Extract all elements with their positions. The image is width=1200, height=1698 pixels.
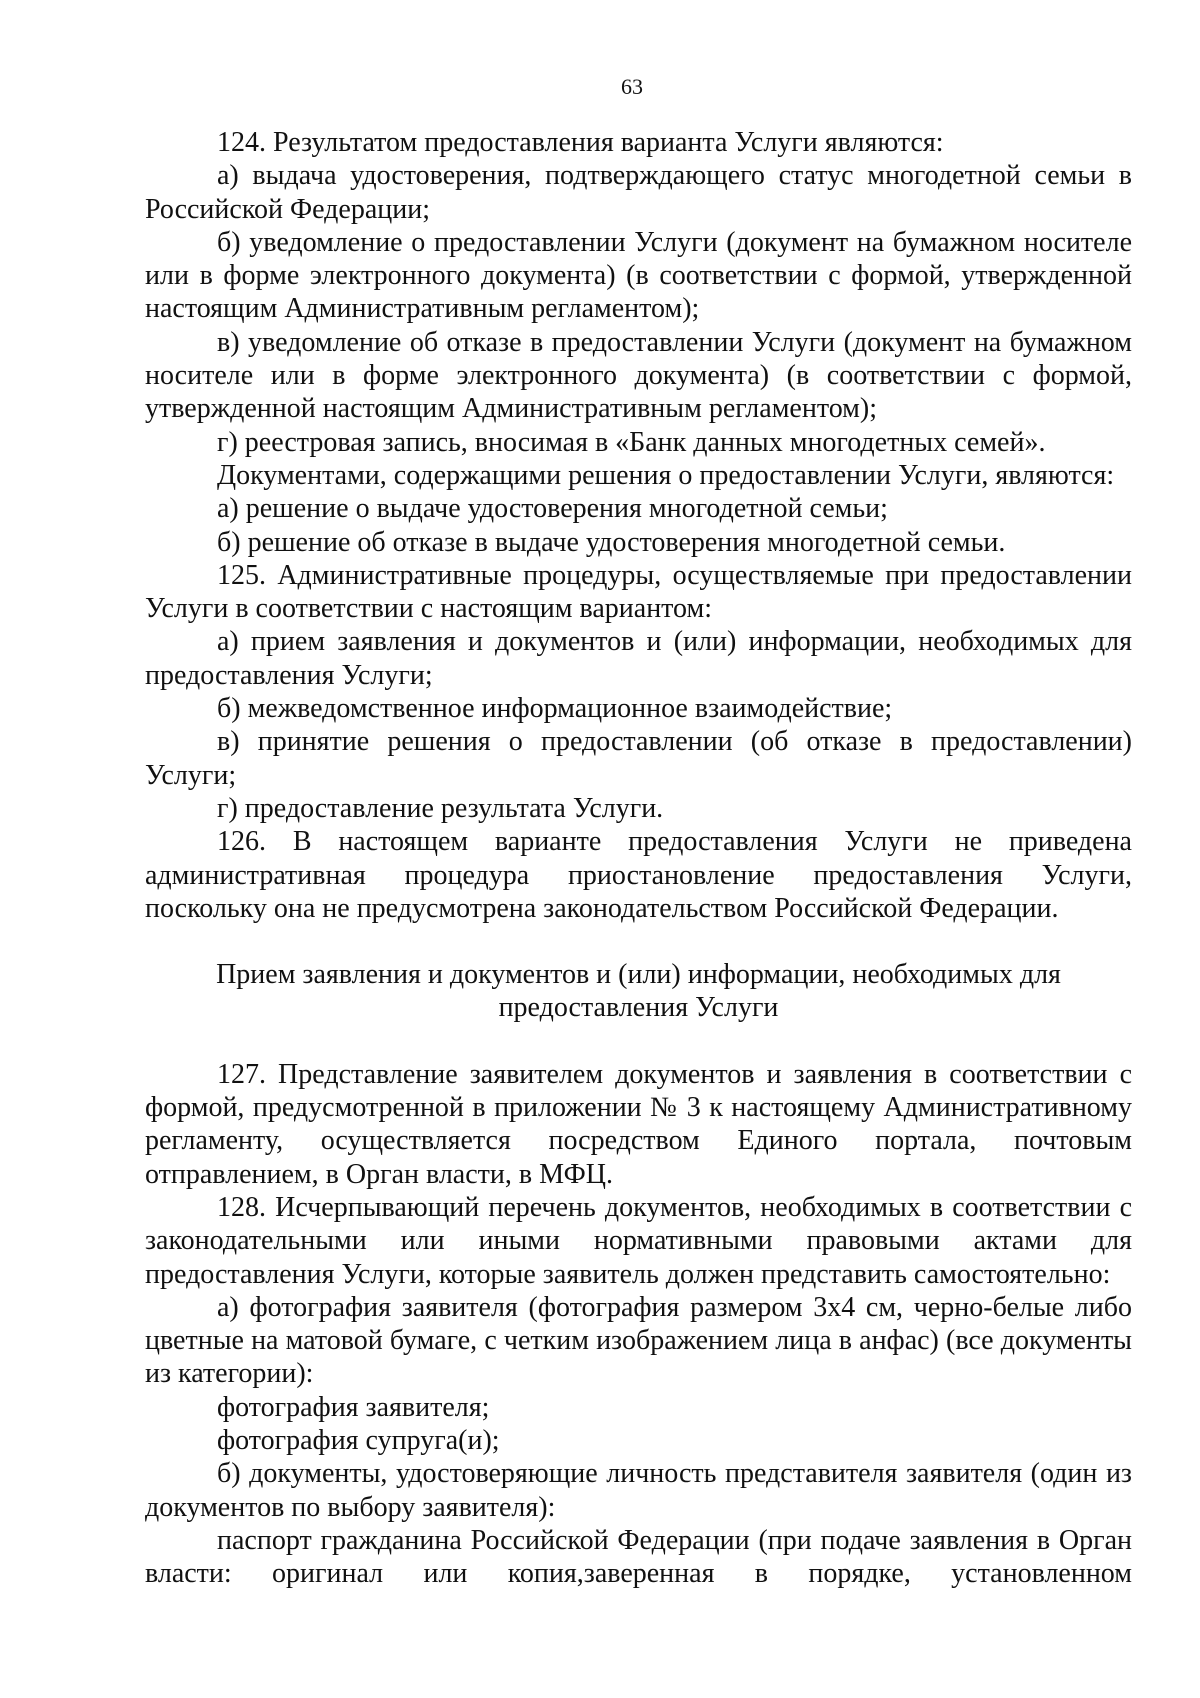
paragraph-124-g: г) реестровая запись, вносимая в «Банк данных многодетных семей».	[217, 426, 1046, 458]
paragraph-128-b-item-1: паспорт гражданина Российской Федерации (при подаче заявления в Орган власти: оригинал или копия,заверенная в порядке, установленном	[145, 1524, 1132, 1590]
paragraph-125-v: в) принятие решения о предоставлении (об отказе в предоставлении) Услуги;	[145, 726, 1132, 791]
paragraph-124-decision-a: а) решение о выдаче удостоверения многодетной семьи;	[217, 493, 888, 525]
paragraph-128-a-item-1: фотография заявителя;	[217, 1391, 490, 1423]
section-heading: Прием заявления и документов и (или) информации, необходимых для предоставления Услуги	[216, 959, 1061, 1024]
paragraph-128-a-item-2: фотография супруга(и);	[217, 1424, 500, 1456]
paragraph-127: 127. Представление заявителем документов и заявления в соответствии с формой, предусмотренной в приложении № 3 к настоящему Административному регламенту, осуществляется посредством Единого портала, почтовым отправлением, в Орган власти, в МФЦ.	[145, 1058, 1132, 1190]
paragraph-124-b: б) уведомление о предоставлении Услуги (документ на бумажном носителе или в форме электронного документа) (в соответствии с формой, утвержденной настоящим Административным регламентом);	[145, 226, 1132, 325]
paragraph-125-a: а) прием заявления и документов и (или) информации, необходимых для предоставления Услуги;	[145, 626, 1132, 691]
paragraph-128: 128. Исчерпывающий перечень документов, необходимых в соответствии с законодательными или иными нормативными правовыми актами для предоставления Услуги, которые заявитель должен представить самостоятельно:	[145, 1191, 1132, 1290]
paragraph-124: 124. Результатом предоставления варианта Услуги являются:	[217, 127, 944, 158]
paragraph-124-decision-docs: Документами, содержащими решения о предоставлении Услуги, являются:	[217, 459, 1115, 491]
page-number: 63	[621, 74, 643, 99]
document-body	[145, 126, 1132, 1590]
paragraph-126: 126. В настоящем варианте предоставления Услуги не приведена административная процедура приостановление предоставления Услуги, поскольку она не предусмотрена законодательством Российской Федерации.	[145, 826, 1132, 924]
paragraph-125-g: г) предоставление результата Услуги.	[217, 792, 664, 824]
paragraph-125-b: б) межведомственное информационное взаимодействие;	[217, 693, 893, 725]
paragraph-124-a: а) выдача удостоверения, подтверждающего статус многодетной семьи в Российской Федерации;	[145, 160, 1132, 225]
paragraph-124-decision-b: б) решение об отказе в выдаче удостоверения многодетной семьи.	[217, 526, 1006, 558]
paragraph-124-v: в) уведомление об отказе в предоставлении Услуги (документ на бумажном носителе или в форме электронного документа) (в соответствии с формой, утвержденной настоящим Административным регламентом);	[145, 326, 1132, 425]
paragraph-125: 125. Административные процедуры, осуществляемые при предоставлении Услуги в соответствии с настоящим вариантом:	[145, 559, 1132, 625]
paragraph-128-b: б) документы, удостоверяющие личность представителя заявителя (один из документов по выбору заявителя):	[145, 1458, 1132, 1523]
paragraph-128-a: а) фотография заявителя (фотография размером 3x4 см, черно-белые либо цветные на матовой бумаге, с четким изображением лица в анфас) (все документы из категории):	[145, 1291, 1132, 1390]
